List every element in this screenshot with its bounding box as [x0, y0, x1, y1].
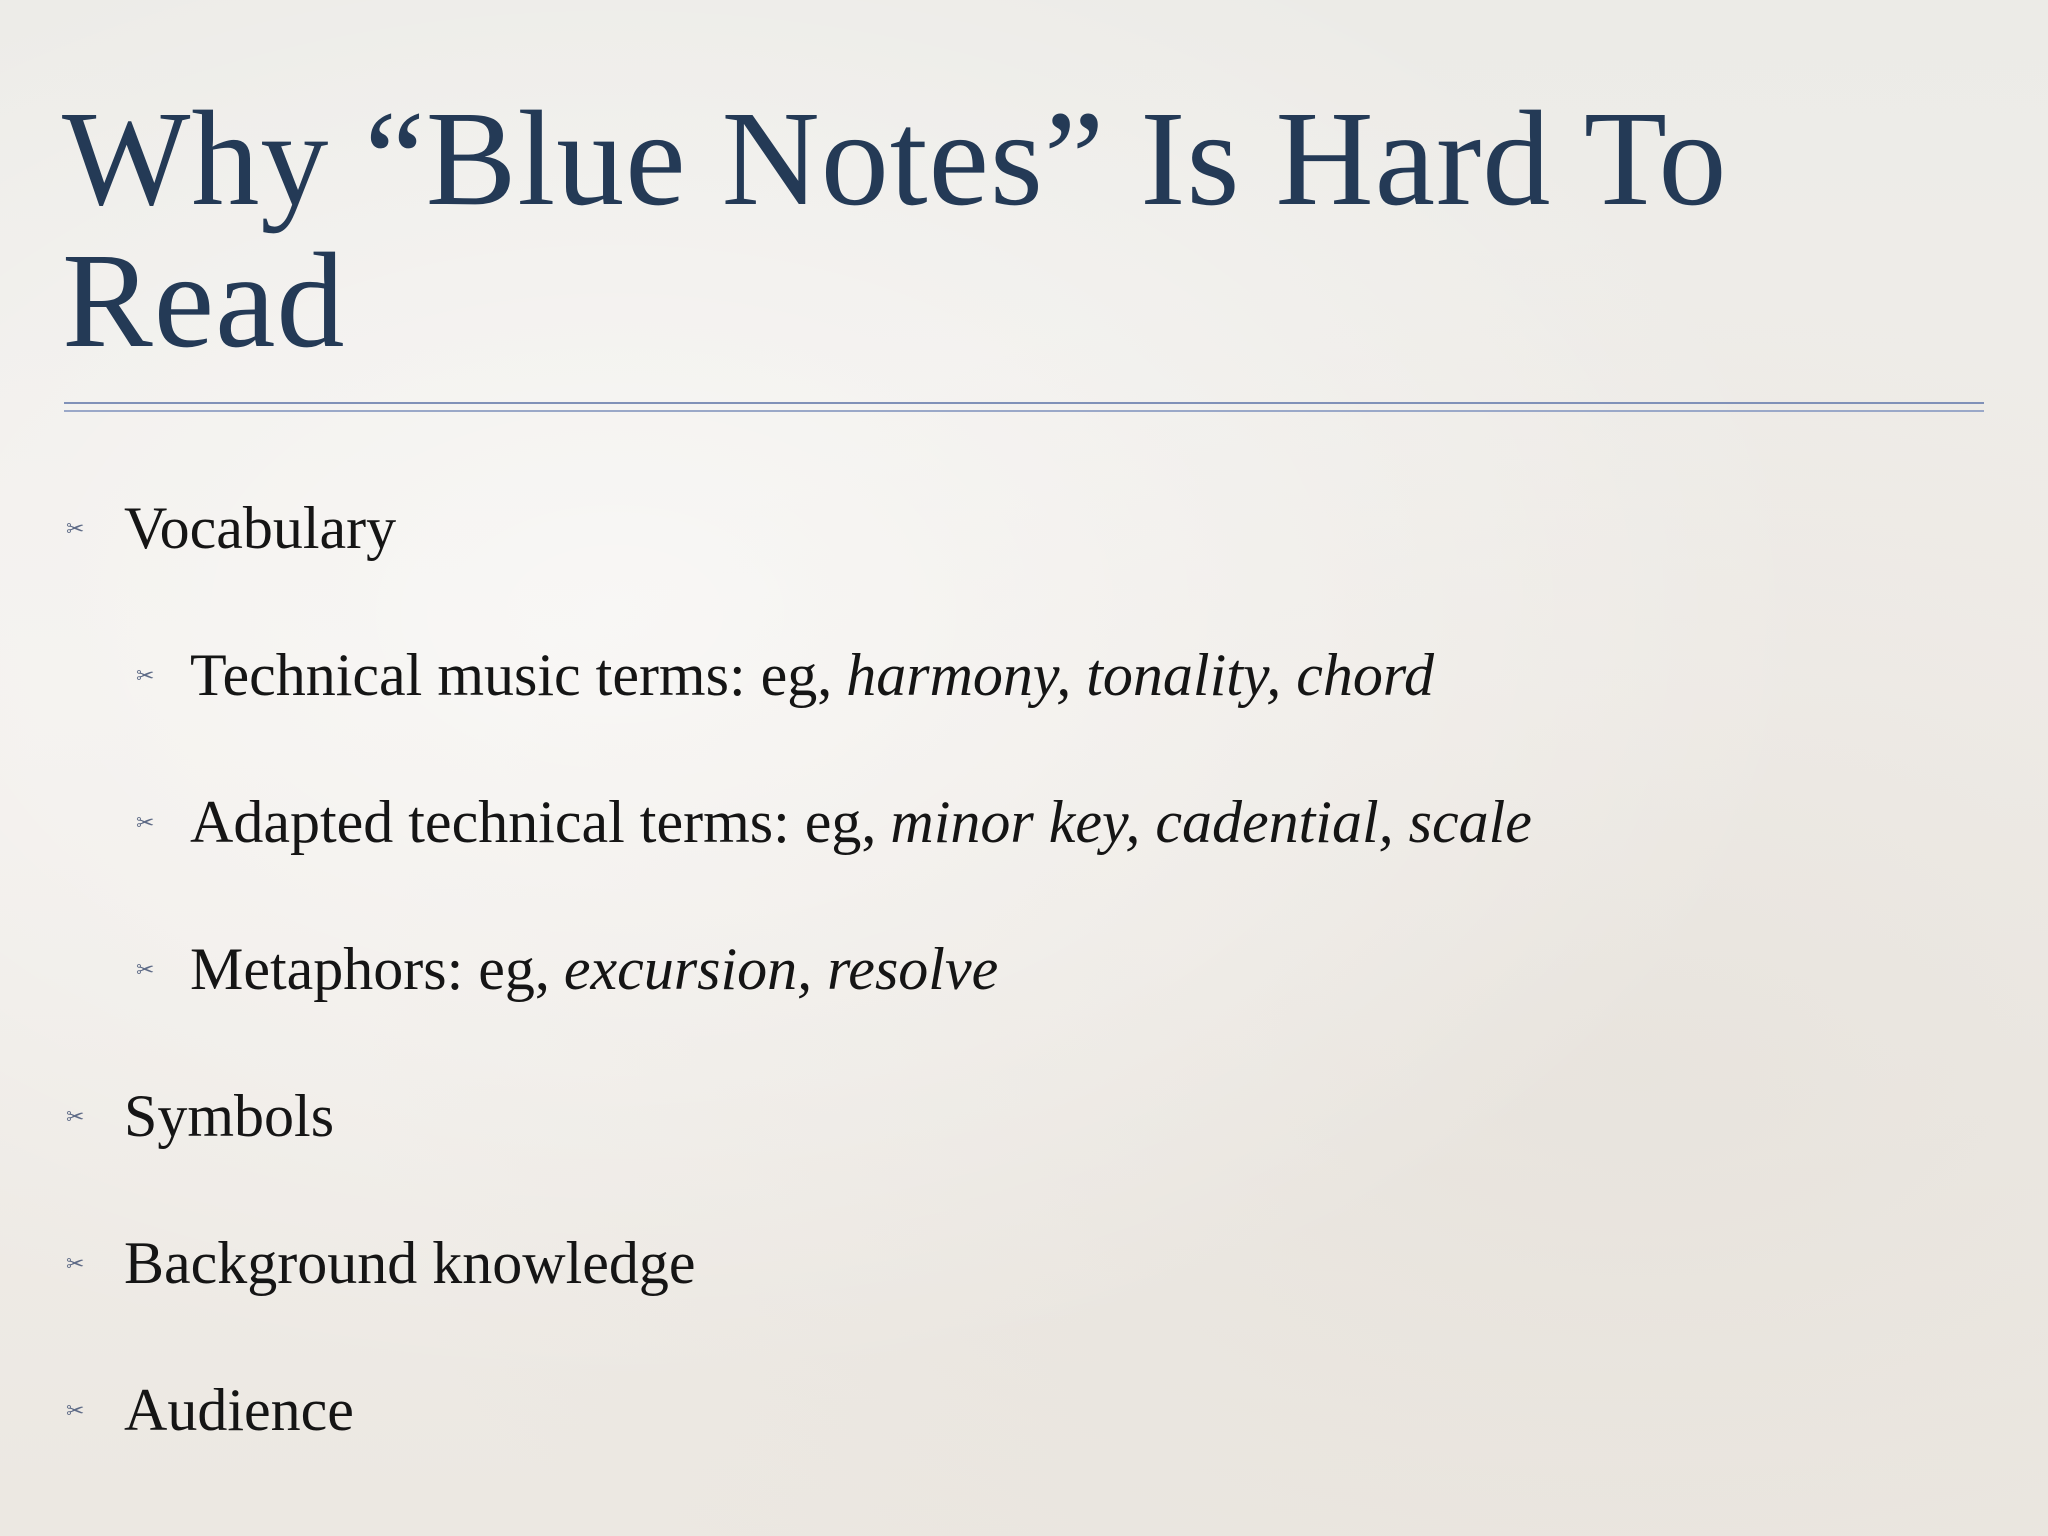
bullet-text: Symbols	[124, 1083, 335, 1149]
scissors-icon: ✂	[66, 1398, 85, 1423]
bullet-metaphors	[136, 933, 998, 1018]
bullet-text: Background knowledge	[124, 1230, 696, 1296]
scissors-icon: ✂	[136, 663, 155, 688]
scissors-icon: ✂	[66, 1251, 85, 1276]
bullet-background-knowledge	[66, 1227, 696, 1312]
scissors-icon: ✂	[66, 516, 85, 541]
bullet-examples: harmony, tonality, chord	[846, 642, 1435, 708]
bullet-symbols	[66, 1080, 334, 1165]
title-divider	[64, 402, 1984, 404]
bullet-examples: minor key, cadential, scale	[890, 789, 1532, 855]
bullet-text: Adapted technical terms: eg,	[190, 789, 877, 855]
bullet-technical-music-terms	[136, 639, 1434, 724]
scissors-icon: ✂	[66, 1104, 85, 1129]
bullet-text: Audience	[124, 1377, 354, 1443]
bullet-adapted-technical-terms	[136, 786, 1532, 871]
bullet-audience	[66, 1374, 354, 1459]
title-divider-secondary	[64, 410, 1984, 412]
bullet-text: Technical music terms: eg,	[190, 642, 833, 708]
scissors-icon: ✂	[136, 810, 155, 835]
bullet-examples: excursion, resolve	[563, 936, 999, 1002]
bullet-text: Vocabulary	[124, 495, 397, 561]
scissors-icon: ✂	[136, 957, 155, 982]
bullet-vocabulary	[66, 492, 396, 577]
slide-title: Why “Blue Notes” Is Hard To Read	[62, 84, 1728, 376]
bullet-text: Metaphors: eg,	[190, 936, 550, 1002]
